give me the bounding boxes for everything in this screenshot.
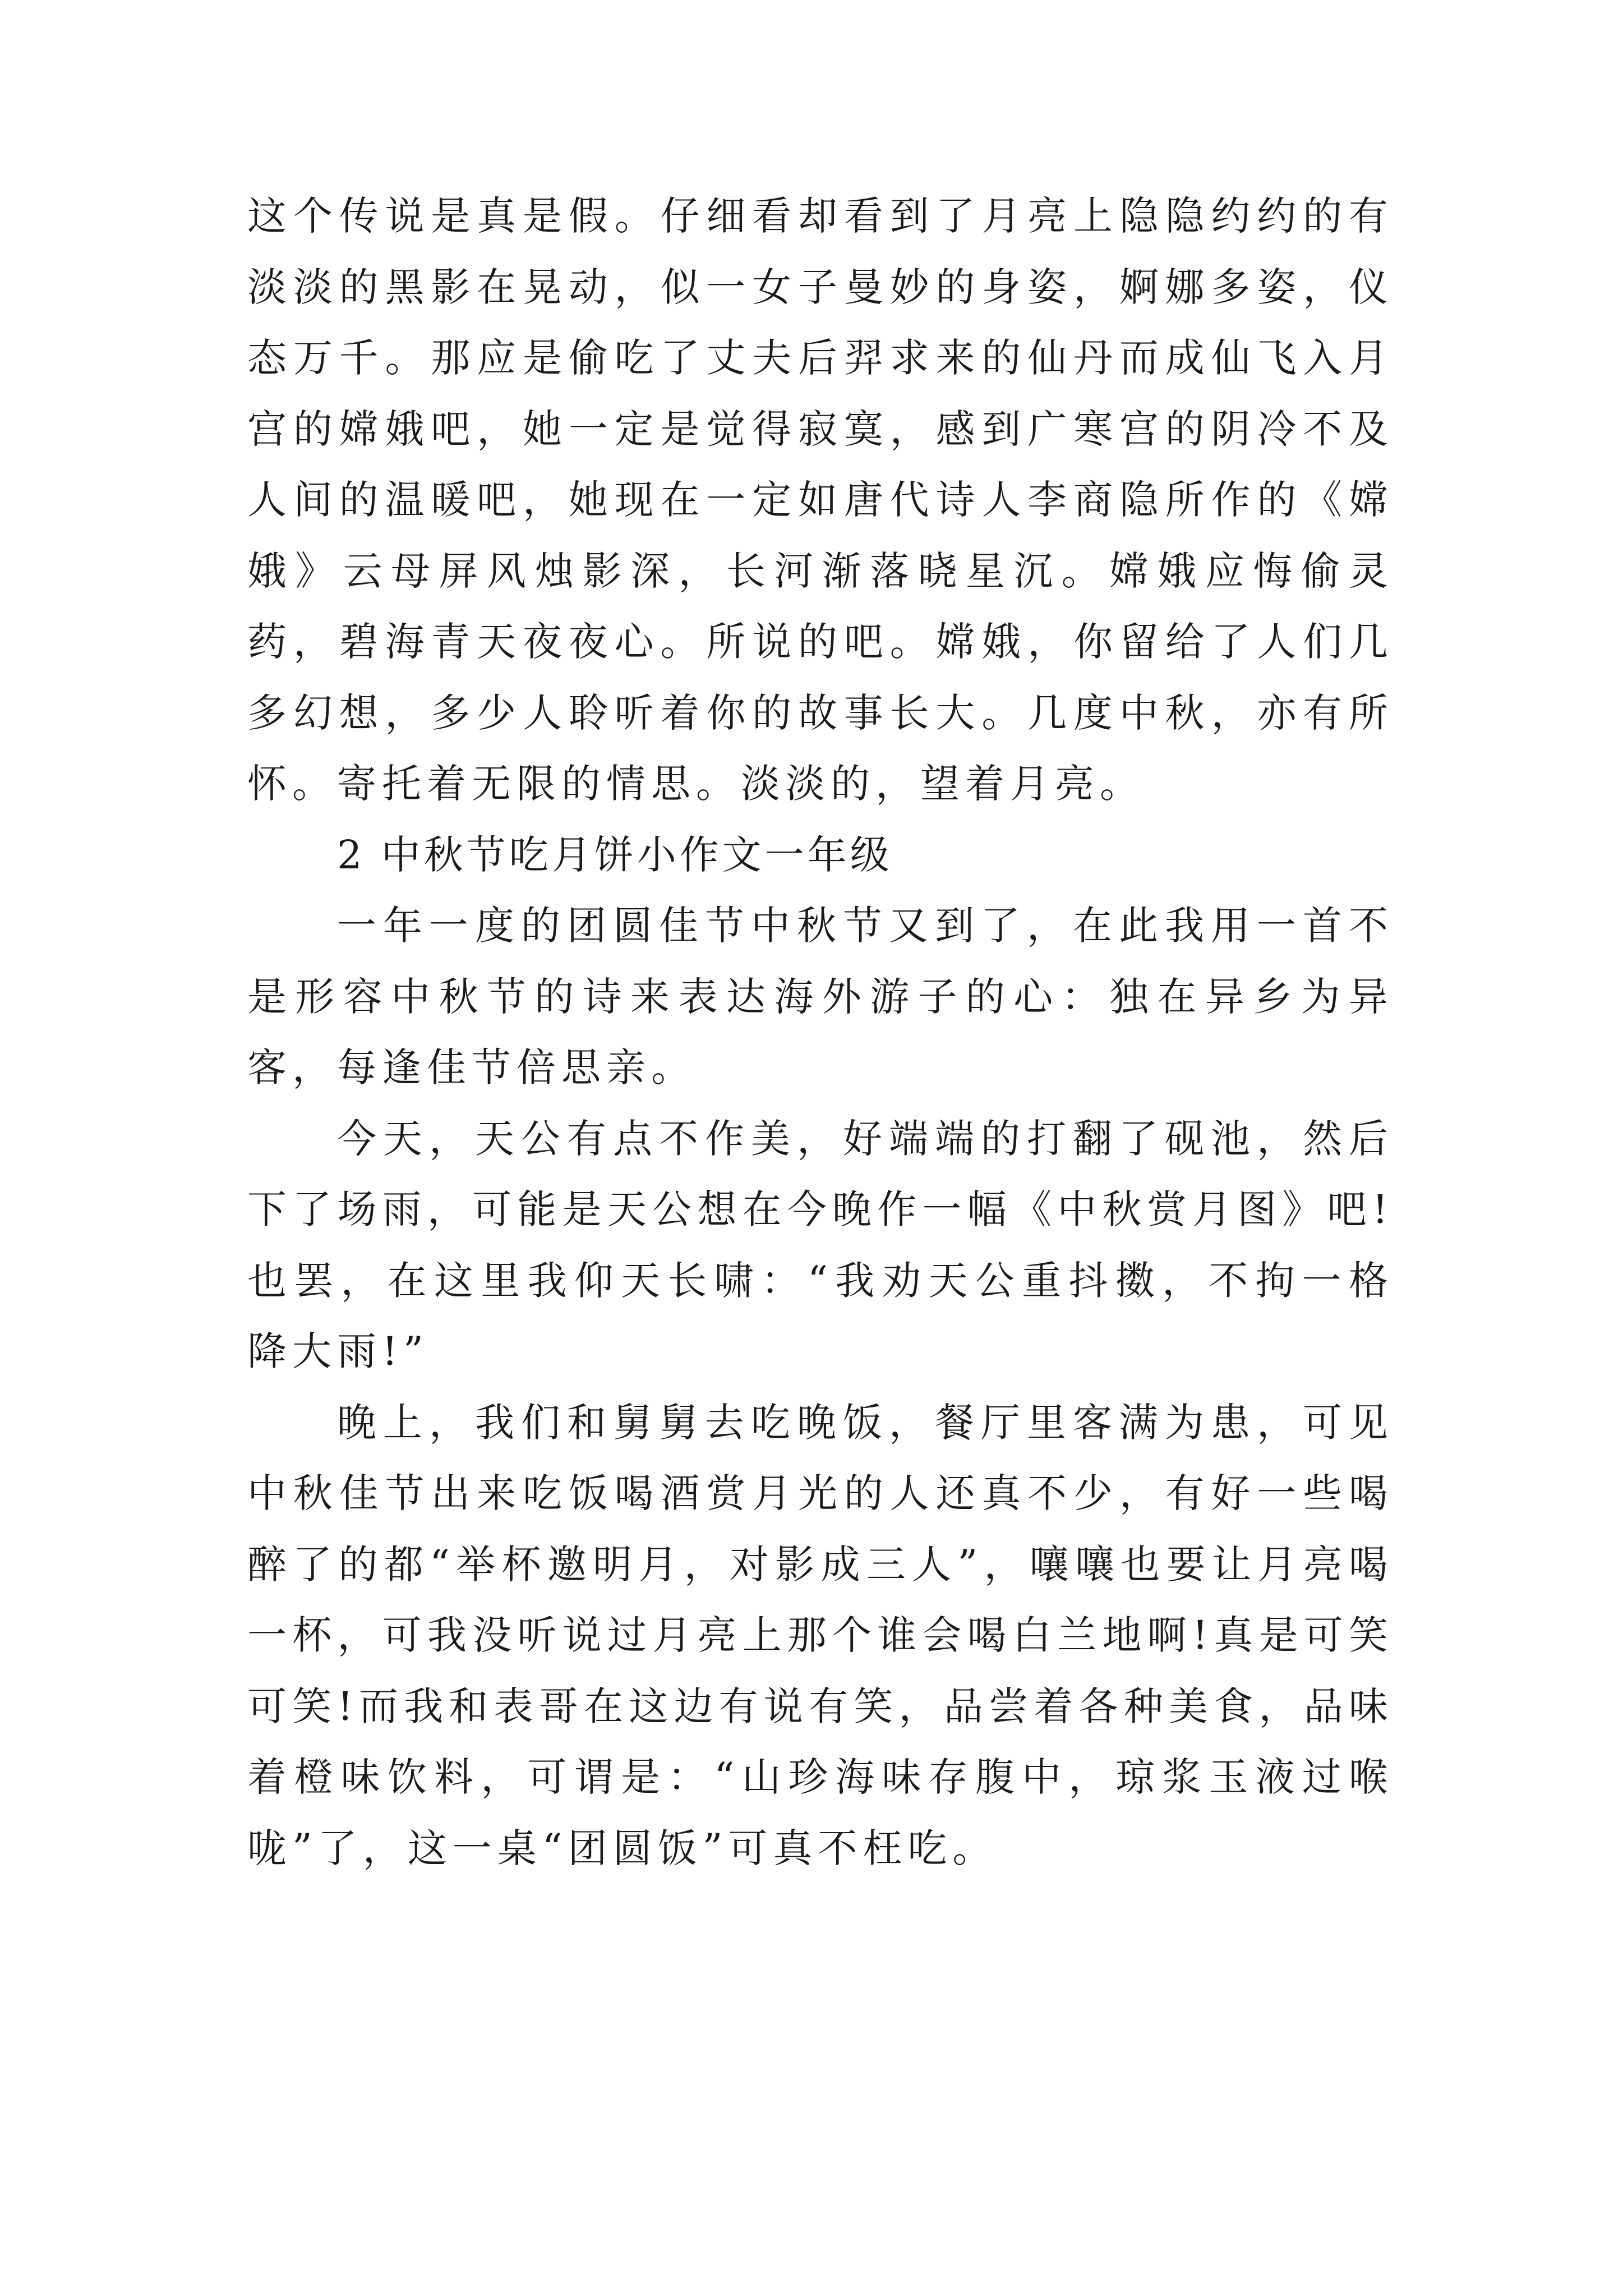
section-heading: 2 中秋节吃月饼小作文一年级: [337, 831, 893, 878]
paragraph-rain: 今天，天公有点不作美，好端端的打翻了砚池，然后下了场雨，可能是天公想在今晚作一幅《中秋赏月图》吧!也罢，在这里我仰天长啸：“我劝天公重抖擞，不拘一格降大雨!”: [247, 1115, 1394, 1374]
paragraph-dinner: 晚上，我们和舅舅去吃晚饭，餐厅里客满为患，可见中秋佳节出来吃饭喝酒赏月光的人还真不少，有好一些喝醉了的都“举杯邀明月，对影成三人”，嚷嚷也要让月亮喝一杯，可我没听说过月亮上那个谁会喝白兰地啊!真是可笑可笑!而我和表哥在这边有说有笑，品尝着各种美食，品味着橙味饮料，可谓是：“山珍海味存腹中，琼浆玉液过喉咙”了，这一桌“团圆饭”可真不枉吃。: [247, 1399, 1394, 1871]
paragraph-chang-e: 这个传说是真是假。仔细看却看到了月亮上隐隐约约的有淡淡的黑影在晃动，似一女子曼妙的身姿，婀娜多姿，仪态万千。那应是偷吃了丈夫后羿求来的仙丹而成仙飞入月宫的嫦娥吧，她一定是觉得寂寞，感到广寒宫的阴冷不及人间的温暖吧，她现在一定如唐代诗人李商隐所作的《嫦娥》云母屏风烛影深，长河渐落晓星沉。嫦娥应悔偷灵药，碧海青天夜夜心。所说的吧。嫦娥，你留给了人们几多幻想，多少人聆听着你的故事长大。几度中秋，亦有所怀。寄托着无限的情思。淡淡的，望着月亮。: [247, 193, 1394, 807]
document-body: [247, 181, 1394, 1884]
paragraph-intro: 一年一度的团圆佳节中秋节又到了，在此我用一首不是形容中秋节的诗来表达海外游子的心：独在异乡为异客，每逢佳节倍思亲。: [247, 903, 1394, 1091]
